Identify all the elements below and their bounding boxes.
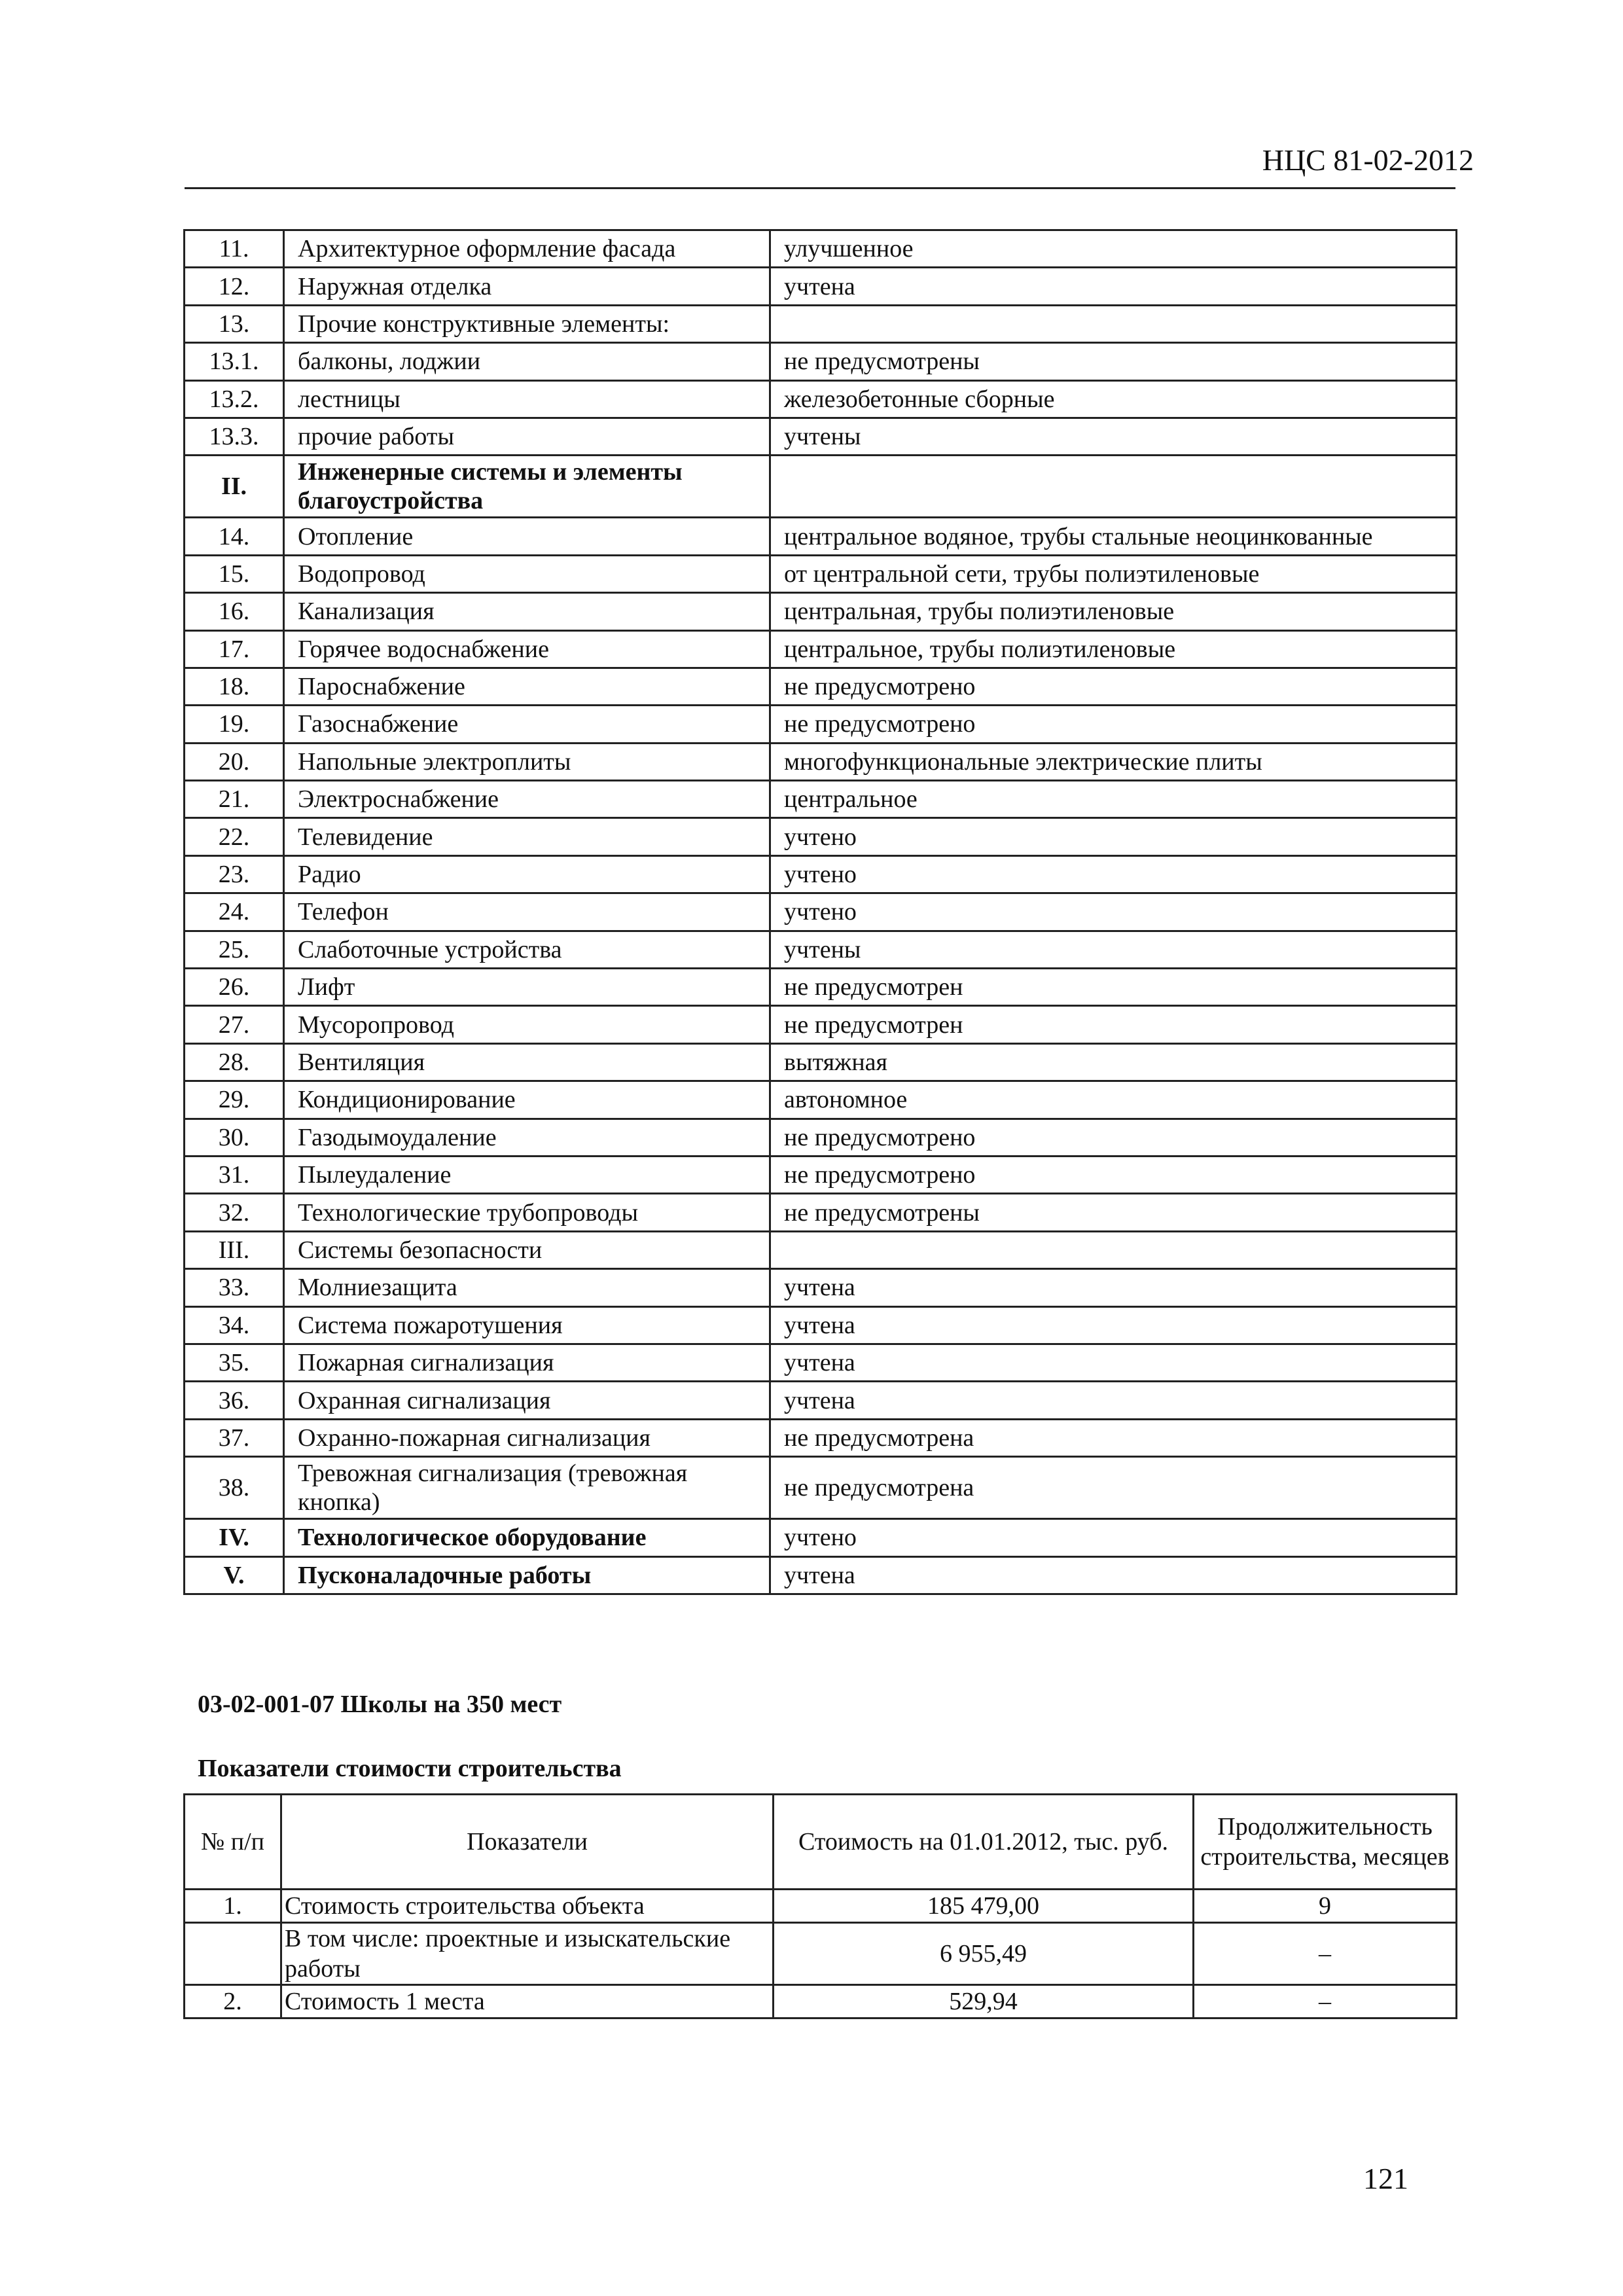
row-cost: 185 479,00: [774, 1890, 1194, 1923]
table-row: [185, 593, 1457, 630]
row-number: 12.: [185, 268, 284, 305]
table-row: [185, 1081, 1457, 1119]
row-value: железобетонные сборные: [770, 380, 1457, 418]
row-value: учтена: [770, 1306, 1457, 1344]
row-number: 17.: [185, 630, 284, 668]
table-row: [185, 518, 1457, 555]
row-name: Телевидение: [284, 818, 770, 855]
row-value: учтено: [770, 893, 1457, 931]
row-name: Молниезащита: [284, 1269, 770, 1306]
row-number: IV.: [185, 1519, 284, 1556]
row-number: 20.: [185, 743, 284, 780]
table-row: [185, 781, 1457, 818]
row-number: 19.: [185, 706, 284, 743]
row-value: улучшенное: [770, 230, 1457, 268]
row-value: не предусмотрено: [770, 668, 1457, 705]
row-value: [770, 305, 1457, 342]
row-value: учтена: [770, 1269, 1457, 1306]
row-name: Вентиляция: [284, 1043, 770, 1081]
row-number: 28.: [185, 1043, 284, 1081]
column-header-cost: Стоимость на 01.01.2012, тыс. руб.: [774, 1795, 1194, 1890]
row-name: Кондиционирование: [284, 1081, 770, 1119]
table-row: [185, 1156, 1457, 1193]
table-row: [185, 1194, 1457, 1231]
row-value: центральная, трубы полиэтиленовые: [770, 593, 1457, 630]
table-row: [185, 706, 1457, 743]
table-row: [185, 380, 1457, 418]
specification-table: [183, 229, 1457, 1595]
row-number: 34.: [185, 1306, 284, 1344]
row-number: 38.: [185, 1457, 284, 1519]
row-value: учтена: [770, 268, 1457, 305]
row-name: Канализация: [284, 593, 770, 630]
row-name: Инженерные системы и элементы благоустройства: [284, 456, 770, 518]
row-name: Пусконаладочные работы: [284, 1556, 770, 1594]
section-row: [185, 1519, 1457, 1556]
header-divider: [185, 187, 1455, 189]
table-row: [185, 743, 1457, 780]
table-row: [185, 1457, 1457, 1519]
row-value: центральное: [770, 781, 1457, 818]
row-name: Напольные электроплиты: [284, 743, 770, 780]
table-row: [185, 1269, 1457, 1306]
table-row: [185, 230, 1457, 268]
row-number: 16.: [185, 593, 284, 630]
row-name: лестницы: [284, 380, 770, 418]
row-name: Прочие конструктивные элементы:: [284, 305, 770, 342]
row-number: 25.: [185, 931, 284, 968]
row-number: 13.3.: [185, 418, 284, 455]
row-value: центральное, трубы полиэтиленовые: [770, 630, 1457, 668]
row-name: Слаботочные устройства: [284, 931, 770, 968]
section-row: [185, 1231, 1457, 1268]
table-row: [185, 668, 1457, 705]
table-row: [185, 305, 1457, 342]
row-number: 36.: [185, 1382, 284, 1419]
row-value: учтено: [770, 855, 1457, 893]
row-name: Система пожаротушения: [284, 1306, 770, 1344]
row-number: 13.2.: [185, 380, 284, 418]
row-number: 18.: [185, 668, 284, 705]
row-value: учтена: [770, 1344, 1457, 1381]
row-name: Мусоропровод: [284, 1006, 770, 1043]
row-name: прочие работы: [284, 418, 770, 455]
row-value: учтена: [770, 1556, 1457, 1594]
row-number: 35.: [185, 1344, 284, 1381]
row-number: 13.1.: [185, 343, 284, 380]
row-name: Электроснабжение: [284, 781, 770, 818]
section-row: [185, 1556, 1457, 1594]
row-value: от центральной сети, трубы полиэтиленовые: [770, 555, 1457, 592]
row-name: Охранно-пожарная сигнализация: [284, 1419, 770, 1456]
table-row: [185, 855, 1457, 893]
row-name: Отопление: [284, 518, 770, 555]
row-number: [185, 1923, 281, 1985]
subsection-title: Показатели стоимости строительства: [198, 1755, 622, 1782]
table-row: [185, 1043, 1457, 1081]
table-row: [185, 969, 1457, 1006]
row-indicator: Стоимость 1 места: [281, 1985, 774, 2018]
row-duration: –: [1194, 1923, 1457, 1985]
row-duration: 9: [1194, 1890, 1457, 1923]
column-header-number: № п/п: [185, 1795, 281, 1890]
document-code: НЦС 81-02-2012: [1262, 143, 1474, 177]
row-value: учтены: [770, 931, 1457, 968]
row-number: 29.: [185, 1081, 284, 1119]
row-value: центральное водяное, трубы стальные неоцинкованные: [770, 518, 1457, 555]
cost-indicators-table: [183, 1793, 1457, 2019]
row-name: Телефон: [284, 893, 770, 931]
row-name: Лифт: [284, 969, 770, 1006]
table-row: [185, 1890, 1457, 1923]
row-number: 23.: [185, 855, 284, 893]
row-number: 13.: [185, 305, 284, 342]
row-value: не предусмотрено: [770, 1119, 1457, 1156]
row-number: 21.: [185, 781, 284, 818]
row-number: 14.: [185, 518, 284, 555]
row-number: 15.: [185, 555, 284, 592]
row-name: Наружная отделка: [284, 268, 770, 305]
row-value: не предусмотрена: [770, 1419, 1457, 1456]
table-row: [185, 893, 1457, 931]
table-row: [185, 1006, 1457, 1043]
row-number: 30.: [185, 1119, 284, 1156]
row-number: 27.: [185, 1006, 284, 1043]
row-number: 2.: [185, 1985, 281, 2018]
row-value: вытяжная: [770, 1043, 1457, 1081]
section-row: [185, 456, 1457, 518]
row-number: III.: [185, 1231, 284, 1268]
row-name: Системы безопасности: [284, 1231, 770, 1268]
row-number: 32.: [185, 1194, 284, 1231]
row-value: учтены: [770, 418, 1457, 455]
table-row: [185, 1344, 1457, 1381]
row-value: автономное: [770, 1081, 1457, 1119]
page-number: 121: [1363, 2162, 1408, 2195]
row-value: учтено: [770, 818, 1457, 855]
row-name: Архитектурное оформление фасада: [284, 230, 770, 268]
row-value: не предусмотрена: [770, 1457, 1457, 1519]
row-duration: –: [1194, 1985, 1457, 2018]
row-name: Газодымоудаление: [284, 1119, 770, 1156]
section-title: 03-02-001-07 Школы на 350 мест: [198, 1691, 562, 1718]
table-row: [185, 630, 1457, 668]
column-header-duration: Продолжительность строительства, месяцев: [1194, 1795, 1457, 1890]
row-name: Водопровод: [284, 555, 770, 592]
row-value: не предусмотрено: [770, 706, 1457, 743]
row-name: Тревожная сигнализация (тревожная кнопка): [284, 1457, 770, 1519]
table-row: [185, 1119, 1457, 1156]
row-number: 26.: [185, 969, 284, 1006]
row-number: II.: [185, 456, 284, 518]
row-indicator: Стоимость строительства объекта: [281, 1890, 774, 1923]
row-value: учтено: [770, 1519, 1457, 1556]
row-name: Газоснабжение: [284, 706, 770, 743]
table-row: [185, 931, 1457, 968]
row-value: не предусмотрено: [770, 1156, 1457, 1193]
table-row: [185, 343, 1457, 380]
row-number: 31.: [185, 1156, 284, 1193]
row-value: не предусмотрен: [770, 969, 1457, 1006]
row-number: 37.: [185, 1419, 284, 1456]
row-name: Технологическое оборудование: [284, 1519, 770, 1556]
row-value: многофункциональные электрические плиты: [770, 743, 1457, 780]
table-row: [185, 1923, 1457, 1985]
row-value: не предусмотрены: [770, 1194, 1457, 1231]
row-number: 22.: [185, 818, 284, 855]
row-name: Пылеудаление: [284, 1156, 770, 1193]
row-number: 24.: [185, 893, 284, 931]
row-number: 1.: [185, 1890, 281, 1923]
column-header-indicator: Показатели: [281, 1795, 774, 1890]
table-row: [185, 1985, 1457, 2018]
row-value: [770, 456, 1457, 518]
row-cost: 529,94: [774, 1985, 1194, 2018]
table-row: [185, 555, 1457, 592]
table-row: [185, 1382, 1457, 1419]
row-value: не предусмотрен: [770, 1006, 1457, 1043]
row-name: Пароснабжение: [284, 668, 770, 705]
table-row: [185, 418, 1457, 455]
table-row: [185, 818, 1457, 855]
row-value: не предусмотрены: [770, 343, 1457, 380]
row-name: Технологические трубопроводы: [284, 1194, 770, 1231]
table-row: [185, 1306, 1457, 1344]
row-name: балконы, лоджии: [284, 343, 770, 380]
row-value: [770, 1231, 1457, 1268]
row-name: Пожарная сигнализация: [284, 1344, 770, 1381]
table-row: [185, 268, 1457, 305]
row-value: учтена: [770, 1382, 1457, 1419]
row-name: Охранная сигнализация: [284, 1382, 770, 1419]
row-number: V.: [185, 1556, 284, 1594]
row-cost: 6 955,49: [774, 1923, 1194, 1985]
row-number: 33.: [185, 1269, 284, 1306]
table-row: [185, 1419, 1457, 1456]
row-name: Радио: [284, 855, 770, 893]
table-header-row: [185, 1795, 1457, 1890]
row-indicator: В том числе: проектные и изыскательские работы: [281, 1923, 774, 1985]
row-number: 11.: [185, 230, 284, 268]
row-name: Горячее водоснабжение: [284, 630, 770, 668]
